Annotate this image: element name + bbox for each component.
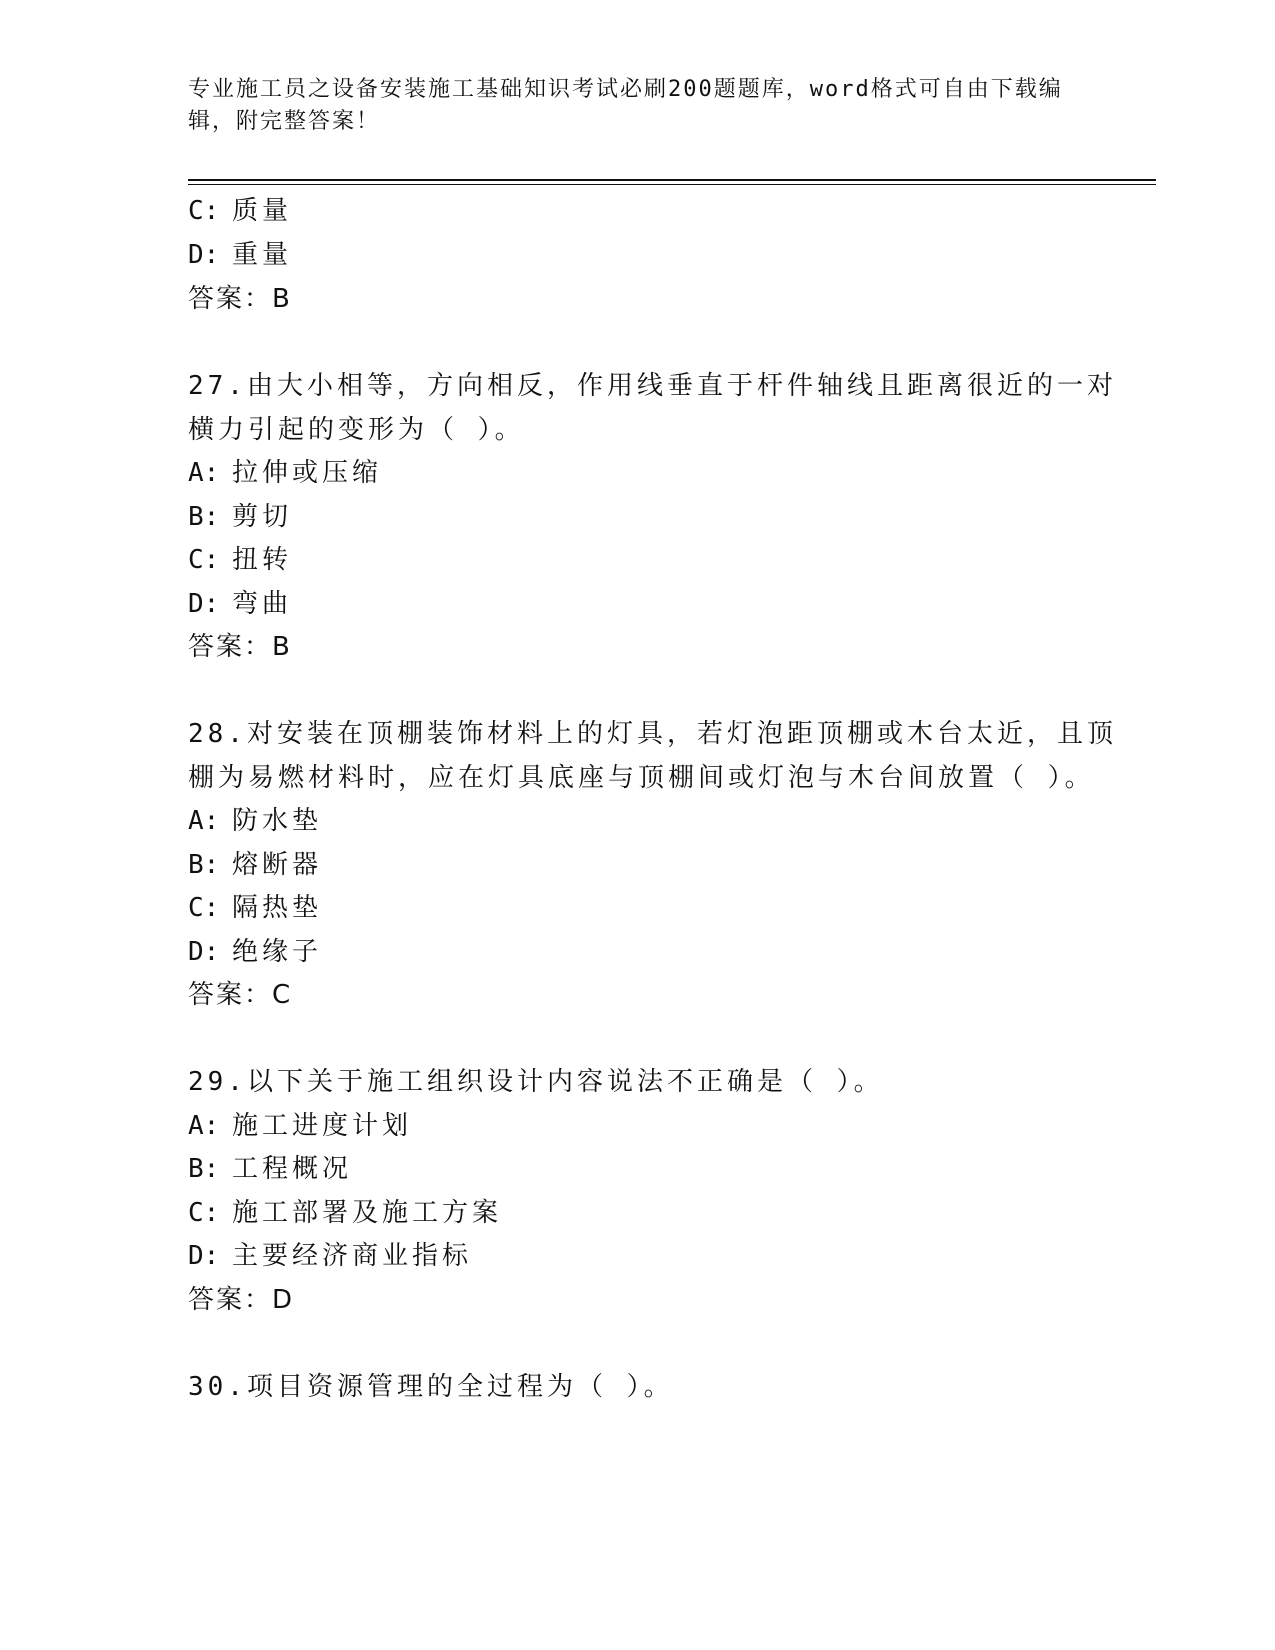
option-text: 剪切 bbox=[232, 502, 293, 532]
option-c bbox=[188, 890, 322, 926]
option-text: 主要经济商业指标 bbox=[232, 1241, 473, 1271]
header-divider-thin bbox=[188, 184, 1156, 185]
option-letter: D: bbox=[188, 240, 220, 270]
option-letter: B: bbox=[188, 1154, 220, 1184]
option-a bbox=[188, 1108, 412, 1144]
option-text: 弯曲 bbox=[232, 589, 293, 619]
option-a bbox=[188, 455, 382, 491]
option-letter: A: bbox=[188, 806, 220, 836]
option-text: 隔热垫 bbox=[232, 893, 323, 923]
option-text: 施工部署及施工方案 bbox=[232, 1198, 503, 1228]
answer-line: 答案：B bbox=[188, 632, 292, 662]
document-header-title: 专业施工员之设备安装施工基础知识考试必刷200题题库，word格式可自由下载编辑，附完整答案！ bbox=[188, 77, 1063, 134]
option-letter: D: bbox=[188, 589, 220, 619]
option-letter: B: bbox=[188, 502, 220, 532]
option-letter: D: bbox=[188, 1241, 220, 1271]
question-27-stem-line2: 横力引起的变形为（ ）。 bbox=[188, 415, 525, 445]
option-a bbox=[188, 803, 322, 839]
option-letter: B: bbox=[188, 850, 220, 880]
option-letter: C: bbox=[188, 545, 220, 575]
option-text: 熔断器 bbox=[232, 850, 323, 880]
answer-line: 答案：B bbox=[188, 284, 292, 314]
option-b bbox=[188, 499, 292, 535]
answer-line: 答案：D bbox=[188, 1285, 295, 1315]
option-c bbox=[188, 193, 292, 229]
option-b bbox=[188, 1151, 352, 1187]
header-divider-thick bbox=[188, 179, 1156, 181]
option-letter: A: bbox=[188, 1111, 220, 1141]
question-29-stem-line1: 29.以下关于施工组织设计内容说法不正确是（ ）。 bbox=[188, 1067, 884, 1097]
option-letter: C: bbox=[188, 893, 220, 923]
option-c bbox=[188, 1195, 502, 1231]
option-text: 工程概况 bbox=[232, 1154, 353, 1184]
option-text: 重量 bbox=[232, 240, 293, 270]
option-text: 拉伸或压缩 bbox=[232, 458, 383, 488]
option-text: 扭转 bbox=[232, 545, 293, 575]
option-text: 绝缘子 bbox=[232, 937, 323, 967]
question-28-stem-line2: 棚为易燃材料时，应在灯具底座与顶棚间或灯泡与木台间放置（ ）。 bbox=[188, 763, 1095, 793]
question-28-stem-line1: 28.对安装在顶棚装饰材料上的灯具，若灯泡距顶棚或木台太近，且顶 bbox=[188, 719, 1117, 749]
option-text: 施工进度计划 bbox=[232, 1111, 413, 1141]
option-b bbox=[188, 847, 322, 883]
option-letter: A: bbox=[188, 458, 220, 488]
option-d bbox=[188, 934, 322, 970]
option-text: 防水垫 bbox=[232, 806, 323, 836]
option-letter: D: bbox=[188, 937, 220, 967]
option-letter: C: bbox=[188, 196, 220, 226]
option-d bbox=[188, 586, 292, 622]
option-text: 质量 bbox=[232, 196, 293, 226]
option-letter: C: bbox=[188, 1198, 220, 1228]
answer-line: 答案：C bbox=[188, 980, 293, 1010]
option-d bbox=[188, 237, 292, 273]
question-30-stem-line1: 30.项目资源管理的全过程为（ ）。 bbox=[188, 1372, 674, 1402]
option-c bbox=[188, 542, 292, 578]
option-d bbox=[188, 1238, 472, 1274]
question-27-stem-line1: 27.由大小相等，方向相反，作用线垂直于杆件轴线且距离很近的一对 bbox=[188, 371, 1117, 401]
